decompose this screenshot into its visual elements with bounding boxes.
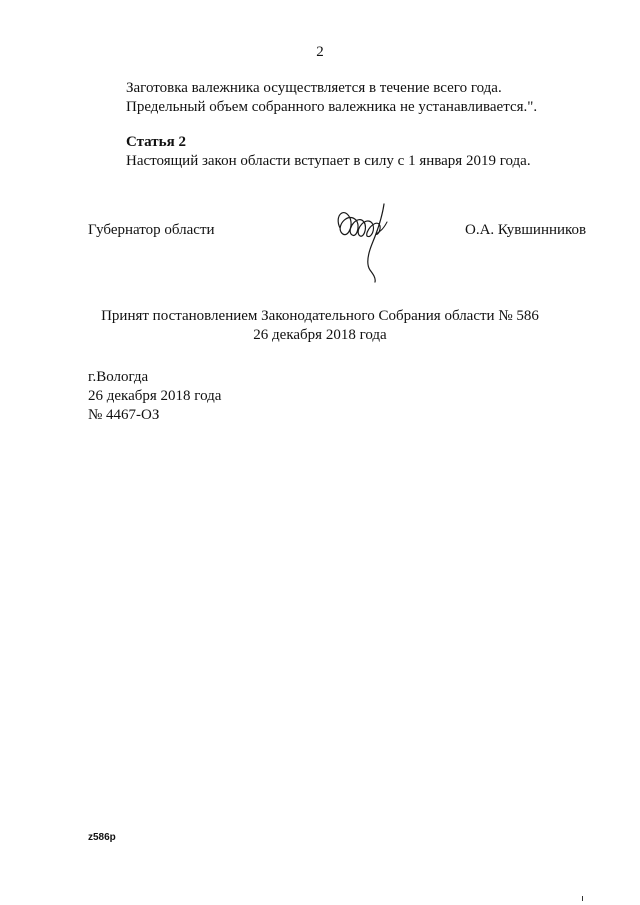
adoption-line-2: 26 декабря 2018 года: [253, 327, 387, 343]
law-date: 26 декабря 2018 года: [88, 388, 222, 404]
paragraph-1: Заготовка валежника осуществляется в течение всего года.: [126, 80, 502, 96]
scan-mark: [582, 896, 583, 901]
article-text: Настоящий закон области вступает в силу с 1 января 2019 года.: [126, 153, 531, 169]
page-number: 2: [316, 44, 324, 60]
article-title: Статья 2: [126, 134, 186, 150]
city: г.Вологда: [88, 369, 149, 385]
adoption-line-1: Принят постановлением Законодательного Собрания области № 586: [101, 308, 539, 324]
governor-title: Губернатор области: [88, 222, 215, 238]
signature-mark: [332, 198, 392, 284]
governor-name: О.А. Кувшинников: [465, 222, 587, 238]
law-number: № 4467-ОЗ: [88, 407, 160, 423]
document-code: z586p: [88, 832, 116, 843]
paragraph-2: Предельный объем собранного валежника не устанавливается.".: [126, 99, 538, 115]
